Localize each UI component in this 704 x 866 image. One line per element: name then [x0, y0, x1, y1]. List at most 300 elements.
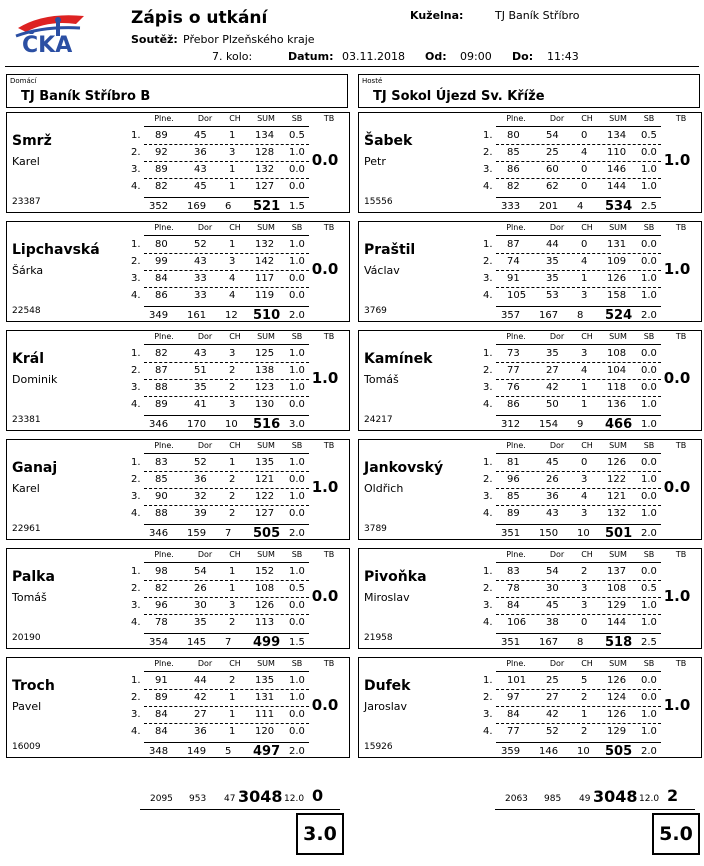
row-number: 1.: [131, 348, 141, 359]
row-number: 4.: [483, 290, 493, 301]
throw-cell-plne: 84: [507, 709, 520, 720]
header-rule: [144, 126, 309, 127]
col-header-plne: Plne.: [506, 659, 526, 668]
throw-cell-sb: 1.0: [289, 348, 305, 359]
total-rule: [144, 306, 309, 307]
player-id: 15926: [364, 742, 393, 752]
player-tb-score: 0.0: [311, 696, 339, 714]
away-grand-plne: 2063: [505, 794, 528, 804]
throw-cell-plne: 89: [155, 399, 168, 410]
total-sb: 2.0: [289, 310, 305, 321]
throw-cell-dor: 30: [194, 600, 207, 611]
throw-cell-ch: 4: [581, 147, 588, 158]
col-header-tb: TB: [675, 114, 687, 123]
row-divider: [496, 270, 661, 271]
row-divider: [144, 580, 309, 581]
throw-cell-dor: 36: [194, 474, 207, 485]
total-rule: [496, 742, 661, 743]
total-rule: [144, 524, 309, 525]
total-sum: 466: [605, 417, 633, 432]
throw-cell-plne: 82: [155, 181, 168, 192]
throw-cell-ch: 0: [581, 130, 588, 141]
row-divider: [496, 614, 661, 615]
total-plne: 357: [501, 310, 521, 321]
soutez-value: Přebor Plzeňského kraje: [183, 33, 315, 46]
header-rule: [144, 235, 309, 236]
throw-cell-plne: 84: [155, 709, 168, 720]
throw-cell-sum: 130: [255, 399, 275, 410]
player-id: 3769: [364, 306, 387, 316]
throw-cell-plne: 81: [507, 457, 520, 468]
player-first-name: Dominik: [12, 373, 58, 386]
total-plne: 346: [149, 419, 169, 430]
throw-cell-ch: 2: [229, 675, 236, 686]
total-sb: 1.5: [289, 201, 305, 212]
col-header-ch: CH: [229, 441, 241, 450]
total-ch: 7: [225, 637, 232, 648]
col-header-sb: SB: [643, 223, 655, 232]
col-header-dor: Dor: [549, 550, 565, 559]
throw-cell-sb: 1.0: [641, 181, 657, 192]
throw-cell-ch: 3: [229, 399, 236, 410]
home-player-card: [6, 548, 350, 649]
player-first-name: Šárka: [12, 264, 44, 277]
row-divider: [144, 614, 309, 615]
row-number: 3.: [131, 164, 141, 175]
throw-cell-plne: 77: [507, 365, 520, 376]
throw-cell-sb: 0.0: [289, 617, 305, 628]
throw-cell-sum: 158: [607, 290, 627, 301]
away-final-score: 5.0: [652, 813, 700, 855]
throw-cell-sum: 108: [607, 583, 627, 594]
throw-cell-sb: 0.5: [289, 130, 305, 141]
throw-cell-sb: 1.0: [289, 256, 305, 267]
throw-cell-ch: 4: [581, 365, 588, 376]
throw-cell-plne: 106: [507, 617, 527, 628]
total-sum: 505: [605, 744, 633, 759]
col-header-plne: Plne.: [154, 441, 174, 450]
row-number: 3.: [131, 709, 141, 720]
throw-cell-ch: 4: [229, 290, 236, 301]
total-sum: 516: [253, 417, 281, 432]
throw-cell-sb: 0.0: [641, 491, 657, 502]
throw-cell-plne: 89: [507, 508, 520, 519]
throw-cell-dor: 45: [546, 600, 559, 611]
player-first-name: Petr: [364, 155, 386, 168]
total-sum: 497: [253, 744, 281, 759]
throw-cell-dor: 43: [194, 164, 207, 175]
total-rule: [144, 197, 309, 198]
throw-cell-sb: 0.0: [641, 382, 657, 393]
throw-cell-sb: 1.0: [641, 290, 657, 301]
row-number: 4.: [483, 508, 493, 519]
col-header-sb: SB: [643, 114, 655, 123]
throw-cell-plne: 83: [507, 566, 520, 577]
total-sb: 1.0: [641, 419, 657, 430]
throw-cell-sum: 121: [255, 474, 275, 485]
throw-cell-sum: 123: [255, 382, 275, 393]
col-header-tb: TB: [675, 659, 687, 668]
throw-cell-plne: 74: [507, 256, 520, 267]
throw-cell-sum: 124: [607, 692, 627, 703]
away-player-card: [358, 112, 702, 213]
page-title: Zápis o utkání: [131, 8, 268, 28]
throw-cell-dor: 44: [546, 239, 559, 250]
throw-cell-dor: 35: [194, 617, 207, 628]
col-header-plne: Plne.: [506, 114, 526, 123]
col-header-dor: Dor: [549, 223, 565, 232]
row-number: 2.: [483, 256, 493, 267]
throw-cell-plne: 96: [155, 600, 168, 611]
away-grand-ch: 49: [579, 794, 591, 804]
header-rule: [144, 562, 309, 563]
total-plne: 351: [501, 637, 521, 648]
col-header-dor: Dor: [197, 114, 213, 123]
row-number: 2.: [131, 256, 141, 267]
row-number: 1.: [131, 675, 141, 686]
throw-cell-dor: 25: [546, 675, 559, 686]
header-rule: [144, 344, 309, 345]
col-header-sb: SB: [643, 441, 655, 450]
row-number: 1.: [131, 239, 141, 250]
player-surname: Král: [12, 351, 44, 367]
row-divider: [496, 253, 661, 254]
throw-cell-plne: 73: [507, 348, 520, 359]
throw-cell-ch: 2: [229, 508, 236, 519]
throw-cell-ch: 2: [229, 474, 236, 485]
row-number: 2.: [131, 474, 141, 485]
throw-cell-plne: 91: [507, 273, 520, 284]
row-number: 1.: [483, 457, 493, 468]
col-header-dor: Dor: [549, 332, 565, 341]
throw-cell-ch: 3: [581, 583, 588, 594]
home-label: Domácí: [10, 77, 37, 85]
throw-cell-plne: 97: [507, 692, 520, 703]
total-sb: 1.5: [289, 637, 305, 648]
throw-cell-ch: 2: [229, 365, 236, 376]
total-rule: [496, 524, 661, 525]
col-header-sum: SUM: [609, 223, 627, 232]
home-team-box: [6, 74, 348, 108]
throw-cell-ch: 2: [229, 491, 236, 502]
total-dor: 167: [539, 637, 559, 648]
col-header-sum: SUM: [257, 332, 275, 341]
player-id: 20190: [12, 633, 41, 643]
throw-cell-sb: 1.0: [641, 273, 657, 284]
total-rule: [496, 633, 661, 634]
throw-cell-sb: 1.0: [289, 365, 305, 376]
throw-cell-plne: 99: [155, 256, 168, 267]
row-number: 1.: [483, 130, 493, 141]
total-sum: 521: [253, 199, 281, 214]
throw-cell-ch: 0: [581, 617, 588, 628]
total-rule: [144, 415, 309, 416]
player-first-name: Miroslav: [364, 591, 410, 604]
away-player-card: [358, 439, 702, 540]
throw-cell-sum: 104: [607, 365, 627, 376]
throw-cell-plne: 86: [155, 290, 168, 301]
row-number: 1.: [483, 675, 493, 686]
throw-cell-sum: 138: [255, 365, 275, 376]
throw-cell-dor: 39: [194, 508, 207, 519]
away-grand-rule: [495, 809, 695, 810]
throw-cell-dor: 36: [194, 726, 207, 737]
throw-cell-ch: 2: [581, 566, 588, 577]
col-header-ch: CH: [581, 550, 593, 559]
throw-cell-plne: 105: [507, 290, 527, 301]
col-header-sum: SUM: [609, 550, 627, 559]
row-number: 1.: [483, 239, 493, 250]
total-dor: 169: [187, 201, 207, 212]
throw-cell-sum: 119: [255, 290, 275, 301]
throw-cell-ch: 3: [229, 348, 236, 359]
throw-cell-sb: 1.0: [289, 566, 305, 577]
col-header-sum: SUM: [257, 659, 275, 668]
throw-cell-plne: 90: [155, 491, 168, 502]
throw-cell-sum: 126: [607, 709, 627, 720]
throw-cell-dor: 53: [546, 290, 559, 301]
player-first-name: Tomáš: [364, 373, 399, 386]
throw-cell-sb: 1.0: [641, 709, 657, 720]
throw-cell-ch: 2: [229, 382, 236, 393]
col-header-sb: SB: [643, 332, 655, 341]
throw-cell-plne: 78: [155, 617, 168, 628]
player-surname: Lipchavská: [12, 242, 100, 258]
throw-cell-ch: 4: [581, 256, 588, 267]
row-number: 2.: [131, 365, 141, 376]
throw-cell-dor: 54: [546, 130, 559, 141]
row-number: 3.: [131, 600, 141, 611]
throw-cell-ch: 3: [581, 508, 588, 519]
row-number: 3.: [131, 273, 141, 284]
row-divider: [144, 362, 309, 363]
col-header-ch: CH: [581, 114, 593, 123]
total-ch: 10: [225, 419, 238, 430]
throw-cell-plne: 85: [155, 474, 168, 485]
row-number: 4.: [483, 726, 493, 737]
col-header-dor: Dor: [197, 550, 213, 559]
col-header-dor: Dor: [197, 659, 213, 668]
total-sum: 534: [605, 199, 633, 214]
row-number: 4.: [131, 290, 141, 301]
player-id: 23381: [12, 415, 41, 425]
soutez-label: Soutěž:: [131, 33, 178, 46]
throw-cell-plne: 98: [155, 566, 168, 577]
throw-cell-sum: 122: [255, 491, 275, 502]
kuzelna-label: Kuželna:: [410, 9, 464, 22]
total-ch: 4: [577, 201, 584, 212]
total-sb: 3.0: [289, 419, 305, 430]
row-number: 4.: [483, 399, 493, 410]
away-grand-sb: 12.0: [639, 794, 660, 804]
total-dor: 146: [539, 746, 559, 757]
throw-cell-sb: 1.0: [641, 164, 657, 175]
col-header-plne: Plne.: [154, 550, 174, 559]
row-divider: [496, 471, 661, 472]
row-divider: [144, 471, 309, 472]
throw-cell-dor: 52: [194, 457, 207, 468]
row-divider: [496, 396, 661, 397]
col-header-plne: Plne.: [506, 332, 526, 341]
throw-cell-ch: 3: [229, 147, 236, 158]
total-ch: 7: [225, 528, 232, 539]
throw-cell-sum: 110: [607, 147, 627, 158]
throw-cell-plne: 88: [155, 508, 168, 519]
row-divider: [496, 379, 661, 380]
throw-cell-sb: 0.5: [641, 583, 657, 594]
throw-cell-sum: 118: [607, 382, 627, 393]
total-sb: 2.0: [289, 528, 305, 539]
row-divider: [144, 253, 309, 254]
od-value: 09:00: [460, 50, 492, 63]
throw-cell-dor: 25: [546, 147, 559, 158]
row-number: 3.: [131, 491, 141, 502]
throw-cell-sb: 1.0: [289, 239, 305, 250]
row-number: 4.: [131, 399, 141, 410]
throw-cell-ch: 1: [229, 566, 236, 577]
throw-cell-sb: 0.0: [289, 726, 305, 737]
total-sum: 524: [605, 308, 633, 323]
col-header-ch: CH: [581, 441, 593, 450]
throw-cell-sb: 1.0: [641, 474, 657, 485]
throw-cell-dor: 30: [546, 583, 559, 594]
total-plne: 333: [501, 201, 521, 212]
throw-cell-sum: 120: [255, 726, 275, 737]
col-header-plne: Plne.: [154, 332, 174, 341]
total-sb: 2.5: [641, 201, 657, 212]
throw-cell-sb: 0.0: [289, 181, 305, 192]
header-rule: [496, 126, 661, 127]
throw-cell-plne: 85: [507, 147, 520, 158]
throw-cell-sb: 0.0: [641, 692, 657, 703]
throw-cell-plne: 84: [155, 273, 168, 284]
kuzelna-value: TJ Baník Stříbro: [495, 9, 580, 22]
player-surname: Jankovský: [364, 460, 444, 476]
col-header-sum: SUM: [257, 441, 275, 450]
throw-cell-sum: 125: [255, 348, 275, 359]
throw-cell-ch: 0: [581, 457, 588, 468]
throw-cell-ch: 1: [229, 181, 236, 192]
throw-cell-plne: 101: [507, 675, 527, 686]
throw-cell-sb: 1.0: [289, 491, 305, 502]
total-plne: 352: [149, 201, 169, 212]
player-surname: Smrž: [12, 133, 52, 149]
throw-cell-ch: 1: [229, 709, 236, 720]
row-number: 1.: [483, 348, 493, 359]
col-header-tb: TB: [323, 441, 335, 450]
away-grand-dor: 985: [544, 794, 562, 804]
row-number: 2.: [483, 692, 493, 703]
total-sb: 2.0: [289, 746, 305, 757]
throw-cell-dor: 60: [546, 164, 559, 175]
throw-cell-sum: 126: [255, 600, 275, 611]
row-number: 4.: [483, 181, 493, 192]
col-header-plne: Plne.: [154, 223, 174, 232]
player-id: 21958: [364, 633, 393, 643]
throw-cell-plne: 82: [155, 583, 168, 594]
row-divider: [496, 580, 661, 581]
throw-cell-dor: 27: [546, 692, 559, 703]
throw-cell-ch: 4: [581, 491, 588, 502]
player-surname: Kamínek: [364, 351, 433, 367]
total-ch: 10: [577, 528, 590, 539]
total-rule: [496, 306, 661, 307]
total-dor: 159: [187, 528, 207, 539]
row-divider: [496, 362, 661, 363]
throw-cell-dor: 52: [546, 726, 559, 737]
throw-cell-sum: 132: [607, 508, 627, 519]
row-number: 1.: [131, 566, 141, 577]
row-divider: [496, 689, 661, 690]
total-ch: 10: [577, 746, 590, 757]
header-divider: [5, 66, 699, 67]
throw-cell-sum: 128: [255, 147, 275, 158]
away-team-box: [358, 74, 700, 108]
throw-cell-ch: 3: [581, 600, 588, 611]
throw-cell-plne: 88: [155, 382, 168, 393]
col-header-sum: SUM: [609, 114, 627, 123]
throw-cell-sb: 1.0: [641, 600, 657, 611]
row-divider: [144, 706, 309, 707]
throw-cell-dor: 35: [194, 382, 207, 393]
cka-logo: [14, 10, 90, 56]
home-grand-sum: 3048: [238, 787, 283, 806]
row-number: 2.: [131, 147, 141, 158]
throw-cell-dor: 38: [546, 617, 559, 628]
throw-cell-plne: 82: [155, 348, 168, 359]
throw-cell-dor: 43: [546, 508, 559, 519]
total-ch: 12: [225, 310, 238, 321]
total-sum: 505: [253, 526, 281, 541]
row-divider: [496, 287, 661, 288]
col-header-tb: TB: [675, 441, 687, 450]
throw-cell-sb: 0.0: [641, 256, 657, 267]
total-plne: 348: [149, 746, 169, 757]
player-tb-score: 1.0: [663, 587, 691, 605]
throw-cell-sb: 0.0: [289, 164, 305, 175]
col-header-sum: SUM: [257, 114, 275, 123]
throw-cell-plne: 96: [507, 474, 520, 485]
throw-cell-ch: 1: [581, 709, 588, 720]
col-header-tb: TB: [675, 550, 687, 559]
col-header-sb: SB: [291, 550, 303, 559]
throw-cell-sum: 134: [255, 130, 275, 141]
row-divider: [496, 161, 661, 162]
throw-cell-sb: 0.0: [289, 474, 305, 485]
col-header-sum: SUM: [257, 223, 275, 232]
player-first-name: Oldřich: [364, 482, 404, 495]
throw-cell-sb: 0.0: [641, 147, 657, 158]
throw-cell-plne: 89: [155, 130, 168, 141]
row-divider: [144, 488, 309, 489]
total-rule: [144, 633, 309, 634]
player-first-name: Karel: [12, 482, 40, 495]
row-divider: [496, 706, 661, 707]
throw-cell-sb: 0.0: [289, 508, 305, 519]
player-tb-score: 0.0: [311, 151, 339, 169]
throw-cell-ch: 3: [581, 474, 588, 485]
player-surname: Palka: [12, 569, 55, 585]
header-rule: [496, 235, 661, 236]
throw-cell-sum: 127: [255, 508, 275, 519]
throw-cell-sum: 113: [255, 617, 275, 628]
throw-cell-plne: 85: [507, 491, 520, 502]
total-sum: 518: [605, 635, 633, 650]
throw-cell-ch: 4: [229, 273, 236, 284]
player-tb-score: 0.0: [663, 478, 691, 496]
player-tb-score: 1.0: [311, 369, 339, 387]
player-tb-score: 1.0: [663, 151, 691, 169]
